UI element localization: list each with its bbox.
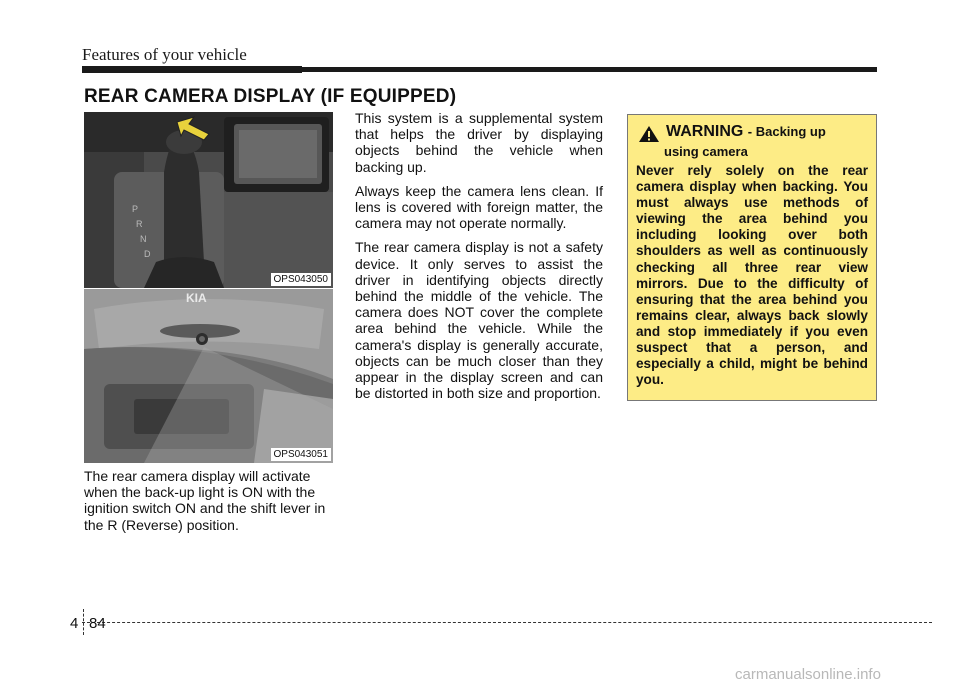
figure-caption: OPS043050 — [271, 273, 332, 286]
paragraph-supplemental: This system is a supplemental system that helps the driver by displaying objects behind the vehicle when backing up. — [355, 110, 603, 175]
rear-camera-illustration — [84, 289, 333, 463]
svg-text:R: R — [136, 219, 143, 229]
footer-rule — [82, 622, 932, 623]
header-title: Features of your vehicle — [82, 45, 247, 64]
section-title: REAR CAMERA DISPLAY (IF EQUIPPED) — [84, 86, 457, 107]
warning-subtitle: - Backing up — [747, 124, 826, 139]
column2 — [355, 110, 603, 409]
watermark: carmanualsonline.info — [735, 666, 881, 683]
paragraph-not-safety-device: The rear camera display is not a safety device. It only serves to assist the driver in identifying objects directly behind the middle of the vehicle. The camera does NOT cover the complete area behind the vehicle. While the camera's display is generally accurate, objects can be much closer than they appear in the display screen and can be distorted in both size and proportion. — [355, 239, 603, 402]
page-number: 84 — [89, 615, 106, 632]
figure-caption: OPS043051 — [271, 448, 332, 461]
header-rule-accent — [82, 66, 302, 73]
paragraph-lens-clean: Always keep the camera lens clean. If lens is covered with foreign matter, the camera may not operate normally. — [355, 182, 603, 232]
warning-word: WARNING — [666, 123, 744, 140]
warning-body: Never rely solely on the rear camera display when backing. You must always use methods of viewing the area behind you including looking over both shoulders as well as continuously checking all three rear view mirrors. Due to the difficulty of ensuring that the area behind you remains clear, always back slowly and stop immediately if you even suspect that a person, and especially a child, might be behind you. — [636, 163, 868, 388]
svg-text:N: N — [140, 234, 147, 244]
warning-header — [636, 123, 868, 143]
chapter-number: 4 — [70, 615, 79, 632]
kia-logo: KIA — [186, 291, 207, 305]
figure-rear-camera — [84, 289, 333, 463]
warning-title — [666, 123, 826, 141]
activation-paragraph: The rear camera display will activate when the back-up light is ON with the ignition switch ON and the shift lever in the R (Reverse) position. — [84, 468, 326, 533]
svg-text:P: P — [132, 204, 139, 214]
shift-lever-illustration — [84, 112, 333, 288]
warning-icon — [638, 125, 660, 143]
warning-subtitle-line2: using camera — [664, 144, 748, 159]
footer-divider — [83, 609, 84, 635]
svg-text:D: D — [144, 249, 151, 259]
figure-shift-lever — [84, 112, 333, 288]
warning-box — [627, 114, 877, 401]
